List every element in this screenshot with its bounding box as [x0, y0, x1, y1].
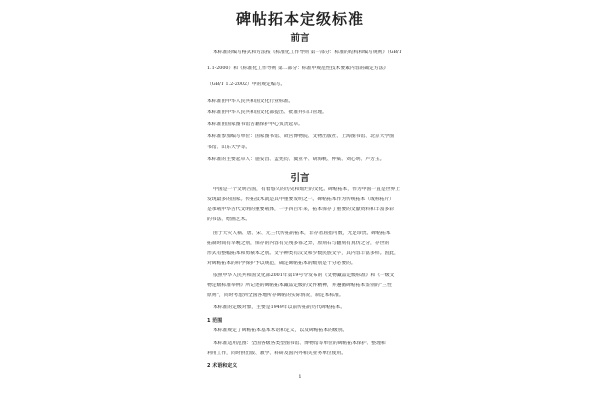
foreword-line: 本标准由中华人民共和国文化部提出、批准并归口管理。 [207, 110, 327, 115]
intro-line: 拓制时间有早晚之别，保存的内容有完残多寡之异，原刻石与翻刻有真伪之分，存世的 [207, 241, 390, 246]
intro-line: 中国是一个文明古国，有着悠久的历史和灿烂的文化。碑帖拓本，作为中国一直是世界上 [213, 187, 401, 192]
intro-line: 形式有整幅拓本和剪裱本之别。文字种类有汉文和少数民族文字，其内容丰富多样。因此， [207, 251, 399, 256]
section-2-heading: 2 术语和定义 [207, 363, 238, 369]
intro-line: 原则”，同时考虑到全国各地所存碑帖的实际情况，制定本标准。 [207, 293, 344, 298]
introduction-heading: 引言 [290, 173, 310, 184]
intro-line: 是承载中华古代文明的重要载体，一手四百年来，拓本保存了重要的文献资料和丰富多彩 [207, 207, 395, 212]
section-1-line: 本标准适用范围：全国各级各类型图书馆、博物馆等单位的碑帖拓本保护、整理和 [213, 341, 386, 346]
foreword-line: 本标准由中华人民共和国文化行业标准。 [207, 99, 294, 104]
section-1-line: 利用工作，同时供出版、教学、科研及国内外相关业务单位使用。 [207, 351, 347, 356]
intro-line: 发现最多的国家。传拓技术就是其中重要发明之一。碑帖拓本作为传统拓本（或称拓片） [207, 197, 395, 202]
foreword-line: 本标准的编写格式和方法按《标准化工作导则 第一部分：标准的结构和编写规则》（GB/T [213, 50, 402, 55]
foreword-heading: 前言 [290, 33, 310, 44]
foreword-line: （GB/T 1.2-2002）中的规定编写。 [207, 82, 286, 87]
foreword-line: 本标准的主要起草人：施安昌、孟宪钧、冀亚平、胡海帆、仲威、刘心明、卢芳玉。 [207, 157, 385, 162]
intro-line: 依照中华人民共和国文化部2001年第19号令发布的《文物藏品定级标准》和《一级文 [213, 273, 395, 278]
foreword-line: 1.1-2000）和《标准化工作导则 第二部分：标准中规范性技术要素内容的确定方法》 [207, 66, 389, 71]
foreword-line: 本标准由国家图书馆古籍保护中心负责起草。 [207, 122, 303, 127]
intro-line: 的书法、绘画艺术。 [207, 217, 251, 222]
intro-line: 由于天灾人祸、唐、宋、元三代传拓的拓本，非存者屈指可数，尤足珍贵。碑帖拓本 [213, 231, 391, 236]
section-1-heading: 1 范围 [207, 318, 223, 324]
foreword-line: 本标准参加编写单位：国家图书馆、故宫博物院、文物出版社、上海图书馆、北京大学图 [207, 134, 395, 139]
foreword-line: 书馆、山东大学等。 [207, 145, 251, 150]
intro-line: 对碑帖拓本的科学保护予以规范，确定碑帖拓本的级别是十分必要的。 [207, 261, 356, 266]
intro-line: 物定级标准举例》所记述的碑帖拓本藏品定级的文件精神，并遵循碑帖拓本鉴别的“三性 [207, 283, 392, 288]
document-title: 碑帖拓本定级标准 [235, 10, 364, 28]
section-1-line: 本标准规定了碑帖拓本基本术语和定义，以及碑帖拓本的级别。 [213, 328, 348, 333]
page-number: 1 [298, 374, 302, 380]
intro-line: 本标准的定级对象，主要是1949年以前传拓的历代碑帖拓本。 [213, 305, 346, 310]
